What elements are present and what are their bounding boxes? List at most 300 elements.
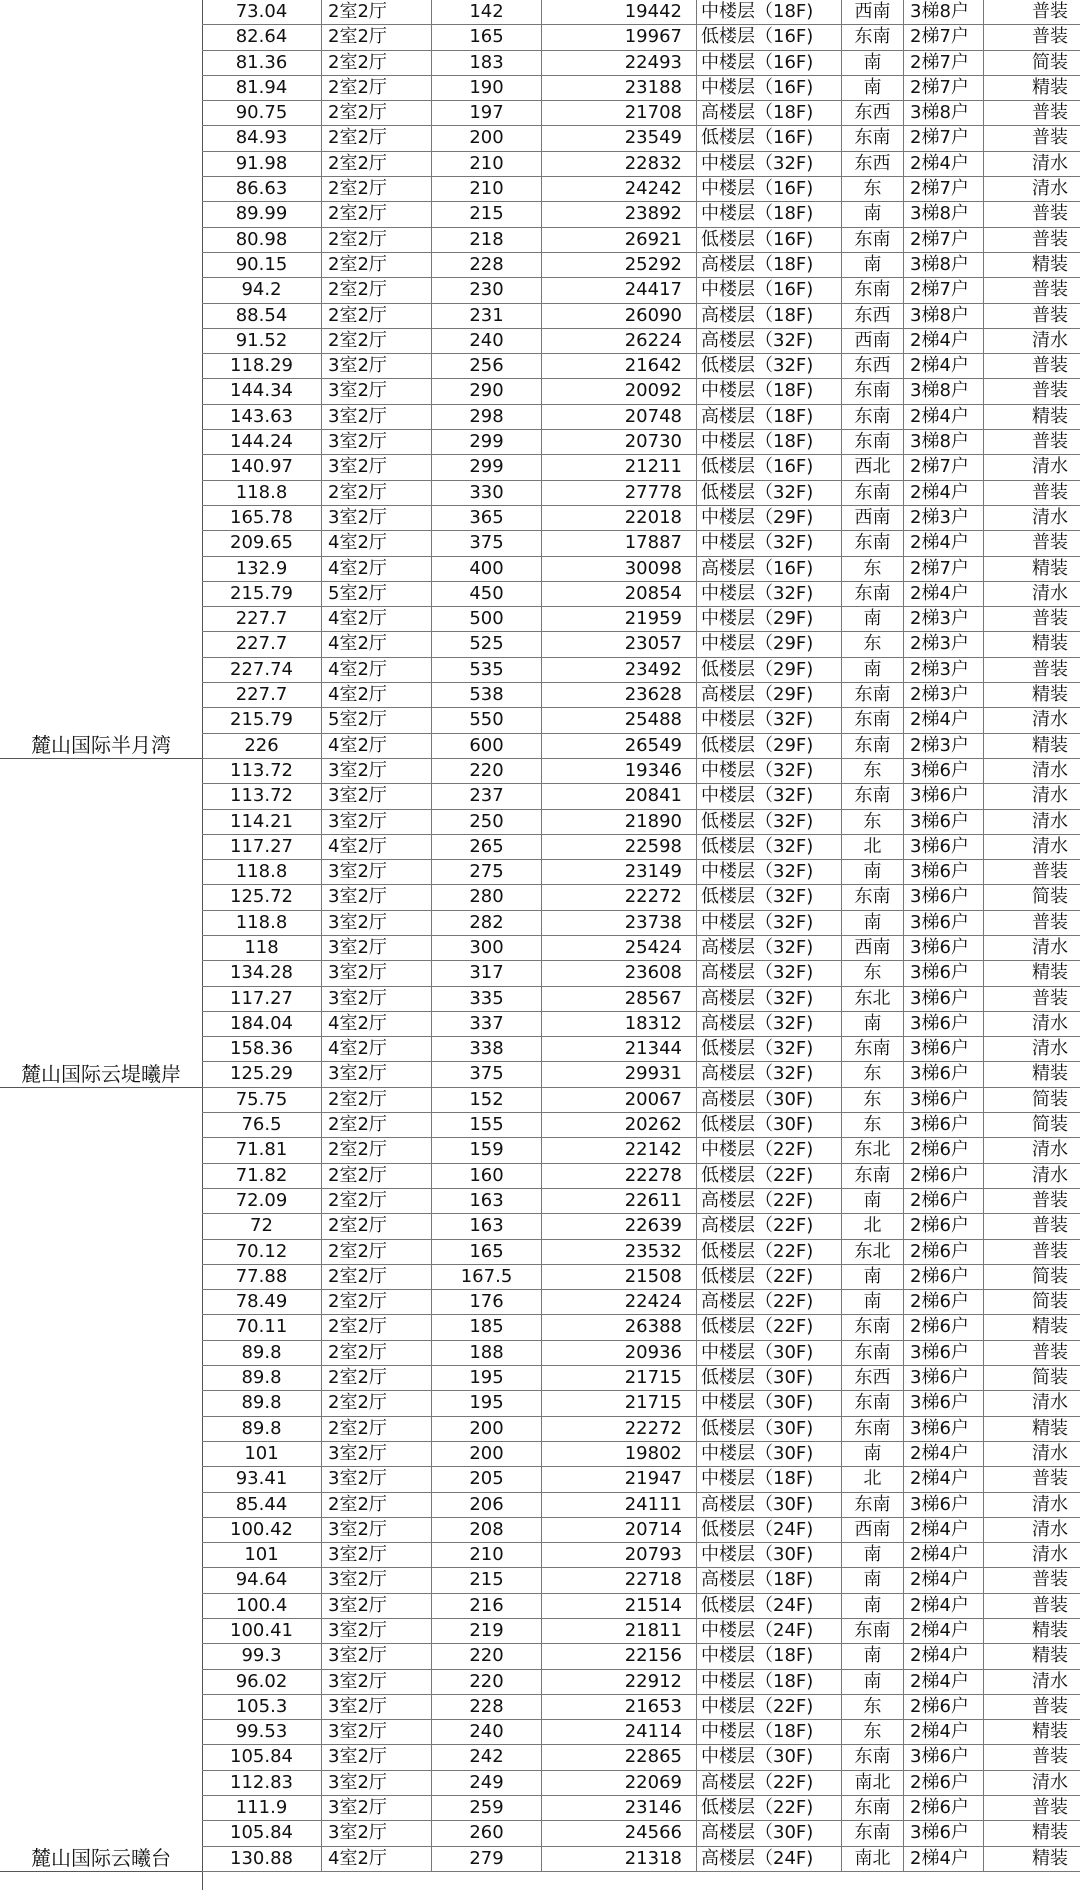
floor-cell: 中楼层（30F) [697, 1341, 842, 1365]
elevator-ratio-cell: 3梯6户 [904, 835, 984, 859]
layout-cell: 3室2厅 [322, 911, 432, 935]
total-price-cell: 188 [432, 1341, 542, 1365]
layout-cell: 2室2厅 [322, 1113, 432, 1137]
elevator-ratio-cell: 2梯7户 [904, 25, 984, 49]
table-row [202, 0, 1080, 25]
floor-cell: 中楼层（30F) [697, 1442, 842, 1466]
table-row [202, 1771, 1080, 1796]
decoration-cell: 精装 [1032, 1645, 1068, 1667]
floor-cell: 低楼层（32F) [697, 481, 842, 505]
elevator-ratio-cell: 3梯6户 [904, 1113, 984, 1137]
layout-cell: 2室2厅 [322, 1214, 432, 1238]
elevator-ratio-cell: 2梯4户 [904, 1644, 984, 1668]
elevator-ratio-cell: 2梯7户 [904, 177, 984, 201]
unit-price-cell: 28567 [542, 987, 697, 1011]
elevator-ratio-cell: 3梯6户 [904, 885, 984, 909]
table-row [202, 1391, 1080, 1416]
area-cell: 118.8 [202, 911, 322, 935]
total-price-cell: 249 [432, 1771, 542, 1795]
orientation-cell: 东南 [842, 405, 904, 429]
elevator-ratio-cell: 3梯6户 [904, 1745, 984, 1769]
elevator-ratio-cell: 3梯6户 [904, 759, 984, 783]
total-price-cell: 400 [432, 557, 542, 581]
layout-cell: 3室2厅 [322, 961, 432, 985]
table-row [202, 1695, 1080, 1720]
orientation-cell: 东 [842, 1113, 904, 1137]
table-row [202, 304, 1080, 329]
decoration-cell: 清水 [1032, 785, 1068, 807]
decoration-cell: 清水 [1032, 1771, 1068, 1793]
decoration-cell: 普装 [1032, 1240, 1068, 1262]
unit-price-cell: 19442 [542, 0, 697, 24]
table-row [202, 455, 1080, 480]
floor-cell: 高楼层（30F) [697, 1088, 842, 1112]
table-row [202, 607, 1080, 632]
decoration-cell: 精装 [1032, 734, 1068, 756]
decoration-cell: 普装 [1032, 1594, 1068, 1616]
unit-price-cell: 23628 [542, 683, 697, 707]
floor-cell: 低楼层（24F) [697, 1518, 842, 1542]
total-price-cell: 299 [432, 455, 542, 479]
table-row [202, 405, 1080, 430]
floor-cell: 低楼层（29F) [697, 658, 842, 682]
elevator-ratio-cell: 2梯6户 [904, 1315, 984, 1339]
unit-price-cell: 23892 [542, 202, 697, 226]
unit-price-cell: 19346 [542, 759, 697, 783]
area-cell: 93.41 [202, 1467, 322, 1491]
orientation-cell: 东 [842, 961, 904, 985]
area-cell: 91.52 [202, 329, 322, 353]
elevator-ratio-cell: 2梯3户 [904, 683, 984, 707]
layout-cell: 2室2厅 [322, 25, 432, 49]
orientation-cell: 北 [842, 1214, 904, 1238]
total-price-cell: 163 [432, 1189, 542, 1213]
total-price-cell: 337 [432, 1012, 542, 1036]
elevator-ratio-cell: 3梯8户 [904, 379, 984, 403]
unit-price-cell: 21890 [542, 810, 697, 834]
decoration-cell: 精装 [1032, 633, 1068, 655]
table-row [202, 658, 1080, 683]
orientation-cell: 南 [842, 1290, 904, 1314]
orientation-cell: 南北 [842, 1771, 904, 1795]
unit-price-cell: 22865 [542, 1745, 697, 1769]
table-row [202, 784, 1080, 809]
floor-cell: 中楼层（29F) [697, 632, 842, 656]
total-price-cell: 260 [432, 1821, 542, 1845]
table-row [202, 1290, 1080, 1315]
area-cell: 71.81 [202, 1138, 322, 1162]
area-cell: 143.63 [202, 405, 322, 429]
decoration-cell: 普装 [1032, 987, 1068, 1009]
layout-cell: 3室2厅 [322, 1821, 432, 1845]
layout-cell: 3室2厅 [322, 1467, 432, 1491]
area-cell: 114.21 [202, 810, 322, 834]
layout-cell: 4室2厅 [322, 683, 432, 707]
elevator-ratio-cell: 3梯6户 [904, 1062, 984, 1086]
table-row [202, 1265, 1080, 1290]
unit-price-cell: 23532 [542, 1240, 697, 1264]
table-row [202, 1518, 1080, 1543]
area-cell: 140.97 [202, 455, 322, 479]
table-row [202, 1594, 1080, 1619]
area-cell: 215.79 [202, 582, 322, 606]
orientation-cell: 西南 [842, 506, 904, 530]
floor-cell: 中楼层（18F) [697, 1467, 842, 1491]
area-cell: 100.4 [202, 1594, 322, 1618]
elevator-ratio-cell: 2梯4户 [904, 354, 984, 378]
total-price-cell: 142 [432, 0, 542, 24]
table-row [202, 126, 1080, 151]
unit-price-cell: 20262 [542, 1113, 697, 1137]
unit-price-cell: 21318 [542, 1847, 697, 1871]
elevator-ratio-cell: 3梯8户 [904, 253, 984, 277]
area-cell: 85.44 [202, 1493, 322, 1517]
area-cell: 89.8 [202, 1366, 322, 1390]
area-cell: 132.9 [202, 557, 322, 581]
area-cell: 227.74 [202, 658, 322, 682]
floor-cell: 高楼层（32F) [697, 1062, 842, 1086]
orientation-cell: 南 [842, 1442, 904, 1466]
area-cell: 165.78 [202, 506, 322, 530]
area-cell: 100.41 [202, 1619, 322, 1643]
area-cell: 90.75 [202, 101, 322, 125]
table-row [202, 177, 1080, 202]
area-cell: 89.8 [202, 1391, 322, 1415]
orientation-cell: 东南 [842, 278, 904, 302]
floor-cell: 低楼层（32F) [697, 810, 842, 834]
elevator-ratio-cell: 2梯7户 [904, 278, 984, 302]
orientation-cell: 东西 [842, 304, 904, 328]
unit-price-cell: 26224 [542, 329, 697, 353]
table-row [202, 1214, 1080, 1239]
floor-cell: 高楼层（22F) [697, 1189, 842, 1213]
floor-cell: 高楼层（18F) [697, 253, 842, 277]
decoration-cell: 简装 [1032, 1088, 1068, 1110]
floor-cell: 低楼层（32F) [697, 835, 842, 859]
layout-cell: 2室2厅 [322, 0, 432, 24]
floor-cell: 高楼层（30F) [697, 1821, 842, 1845]
decoration-cell: 普装 [1032, 1341, 1068, 1363]
floor-cell: 低楼层（16F) [697, 126, 842, 150]
total-price-cell: 190 [432, 76, 542, 100]
decoration-cell: 普装 [1032, 355, 1068, 377]
decoration-cell: 普装 [1032, 228, 1068, 250]
layout-cell: 3室2厅 [322, 1720, 432, 1744]
total-price-cell: 210 [432, 177, 542, 201]
elevator-ratio-cell: 3梯6户 [904, 810, 984, 834]
floor-cell: 中楼层（32F) [697, 860, 842, 884]
layout-cell: 3室2厅 [322, 1543, 432, 1567]
total-price-cell: 215 [432, 202, 542, 226]
floor-cell: 中楼层（29F) [697, 607, 842, 631]
layout-cell: 3室2厅 [322, 1644, 432, 1668]
total-price-cell: 218 [432, 228, 542, 252]
table-row [202, 1037, 1080, 1062]
table-row [202, 1113, 1080, 1138]
layout-cell: 3室2厅 [322, 379, 432, 403]
layout-cell: 2室2厅 [322, 1189, 432, 1213]
table-row [202, 1568, 1080, 1593]
unit-price-cell: 22912 [542, 1670, 697, 1694]
orientation-cell: 东南 [842, 379, 904, 403]
community-name: 麓山国际半月湾 [31, 733, 171, 757]
orientation-cell: 东 [842, 632, 904, 656]
elevator-ratio-cell: 2梯4户 [904, 1543, 984, 1567]
total-price-cell: 216 [432, 1594, 542, 1618]
unit-price-cell: 20841 [542, 784, 697, 808]
area-cell: 94.64 [202, 1568, 322, 1592]
elevator-ratio-cell: 2梯3户 [904, 506, 984, 530]
total-price-cell: 228 [432, 253, 542, 277]
orientation-cell: 南 [842, 1189, 904, 1213]
decoration-cell: 清水 [1032, 152, 1068, 174]
table-row [202, 911, 1080, 936]
floor-cell: 中楼层（30F) [697, 1543, 842, 1567]
orientation-cell: 南北 [842, 1847, 904, 1871]
orientation-cell: 南 [842, 911, 904, 935]
decoration-cell: 普装 [1032, 26, 1068, 48]
layout-cell: 2室2厅 [322, 76, 432, 100]
table-row [202, 25, 1080, 50]
elevator-ratio-cell: 2梯7户 [904, 126, 984, 150]
unit-price-cell: 24111 [542, 1493, 697, 1517]
unit-price-cell: 26921 [542, 228, 697, 252]
table-row [202, 76, 1080, 101]
total-price-cell: 159 [432, 1138, 542, 1162]
table-row [202, 202, 1080, 227]
area-cell: 227.7 [202, 607, 322, 631]
layout-cell: 4室2厅 [322, 607, 432, 631]
decoration-cell: 简装 [1032, 51, 1068, 73]
floor-cell: 低楼层（16F) [697, 455, 842, 479]
floor-cell: 高楼层（32F) [697, 936, 842, 960]
total-price-cell: 228 [432, 1695, 542, 1719]
table-row [202, 1012, 1080, 1037]
orientation-cell: 西南 [842, 0, 904, 24]
area-cell: 94.2 [202, 278, 322, 302]
table-row [202, 329, 1080, 354]
area-cell: 113.72 [202, 759, 322, 783]
floor-cell: 中楼层（32F) [697, 708, 842, 732]
layout-cell: 2室2厅 [322, 1138, 432, 1162]
table-row [202, 708, 1080, 733]
decoration-cell: 普装 [1032, 1468, 1068, 1490]
elevator-ratio-cell: 2梯6户 [904, 1138, 984, 1162]
area-cell: 89.8 [202, 1417, 322, 1441]
total-price-cell: 167.5 [432, 1265, 542, 1289]
layout-cell: 2室2厅 [322, 126, 432, 150]
orientation-cell: 东 [842, 177, 904, 201]
unit-price-cell: 21642 [542, 354, 697, 378]
total-price-cell: 210 [432, 1543, 542, 1567]
layout-cell: 3室2厅 [322, 885, 432, 909]
orientation-cell: 南 [842, 658, 904, 682]
unit-price-cell: 25292 [542, 253, 697, 277]
table-row [202, 1720, 1080, 1745]
area-cell: 101 [202, 1543, 322, 1567]
layout-cell: 3室2厅 [322, 860, 432, 884]
unit-price-cell: 23549 [542, 126, 697, 150]
total-price-cell: 176 [432, 1290, 542, 1314]
decoration-cell: 普装 [1032, 1746, 1068, 1768]
layout-cell: 2室2厅 [322, 304, 432, 328]
decoration-cell: 精装 [1032, 557, 1068, 579]
layout-cell: 2室2厅 [322, 1391, 432, 1415]
layout-cell: 2室2厅 [322, 481, 432, 505]
unit-price-cell: 20936 [542, 1341, 697, 1365]
elevator-ratio-cell: 2梯7户 [904, 51, 984, 75]
area-cell: 90.15 [202, 253, 322, 277]
table-row [202, 683, 1080, 708]
area-cell: 118.8 [202, 860, 322, 884]
table-row [202, 759, 1080, 784]
floor-cell: 低楼层（22F) [697, 1240, 842, 1264]
table-row [202, 1543, 1080, 1568]
table-row [202, 1821, 1080, 1846]
table-row [202, 506, 1080, 531]
layout-cell: 3室2厅 [322, 1619, 432, 1643]
orientation-cell: 东南 [842, 683, 904, 707]
total-price-cell: 230 [432, 278, 542, 302]
total-price-cell: 538 [432, 683, 542, 707]
unit-price-cell: 20714 [542, 1518, 697, 1542]
decoration-cell: 清水 [1032, 1442, 1068, 1464]
decoration-cell: 普装 [1032, 1797, 1068, 1819]
community-group [0, 759, 202, 1088]
layout-cell: 2室2厅 [322, 1290, 432, 1314]
floor-cell: 低楼层（22F) [697, 1164, 842, 1188]
floor-cell: 低楼层（22F) [697, 1315, 842, 1339]
total-price-cell: 240 [432, 329, 542, 353]
layout-cell: 2室2厅 [322, 51, 432, 75]
total-price-cell: 195 [432, 1391, 542, 1415]
area-cell: 86.63 [202, 177, 322, 201]
table-row [202, 885, 1080, 910]
total-price-cell: 155 [432, 1113, 542, 1137]
total-price-cell: 250 [432, 810, 542, 834]
orientation-cell: 南 [842, 202, 904, 226]
decoration-cell: 清水 [1032, 582, 1068, 604]
decoration-cell: 清水 [1032, 709, 1068, 731]
layout-cell: 3室2厅 [322, 354, 432, 378]
unit-price-cell: 26090 [542, 304, 697, 328]
orientation-cell: 北 [842, 1467, 904, 1491]
unit-price-cell: 22142 [542, 1138, 697, 1162]
orientation-cell: 东南 [842, 708, 904, 732]
orientation-cell: 东南 [842, 734, 904, 758]
area-cell: 72.09 [202, 1189, 322, 1213]
decoration-cell: 普装 [1032, 203, 1068, 225]
table-row [202, 354, 1080, 379]
floor-cell: 高楼层（18F) [697, 304, 842, 328]
floor-cell: 高楼层（30F) [697, 1493, 842, 1517]
area-cell: 184.04 [202, 1012, 322, 1036]
elevator-ratio-cell: 2梯4户 [904, 1847, 984, 1871]
total-price-cell: 275 [432, 860, 542, 884]
layout-cell: 2室2厅 [322, 1417, 432, 1441]
area-cell: 125.29 [202, 1062, 322, 1086]
layout-cell: 3室2厅 [322, 455, 432, 479]
total-price-cell: 242 [432, 1745, 542, 1769]
unit-price-cell: 23492 [542, 658, 697, 682]
decoration-cell: 精装 [1032, 1316, 1068, 1338]
total-price-cell: 375 [432, 531, 542, 555]
table-row [202, 961, 1080, 986]
table-row [202, 1062, 1080, 1087]
total-price-cell: 195 [432, 1366, 542, 1390]
area-cell: 227.7 [202, 683, 322, 707]
layout-cell: 3室2厅 [322, 936, 432, 960]
orientation-cell: 南 [842, 860, 904, 884]
unit-price-cell: 21947 [542, 1467, 697, 1491]
orientation-cell: 东南 [842, 582, 904, 606]
decoration-cell: 清水 [1032, 1012, 1068, 1034]
layout-cell: 2室2厅 [322, 1265, 432, 1289]
orientation-cell: 东南 [842, 1619, 904, 1643]
unit-price-cell: 20067 [542, 1088, 697, 1112]
total-price-cell: 206 [432, 1493, 542, 1517]
unit-price-cell: 21508 [542, 1265, 697, 1289]
area-cell: 100.42 [202, 1518, 322, 1542]
table-row [202, 835, 1080, 860]
unit-price-cell: 30098 [542, 557, 697, 581]
decoration-cell: 简装 [1032, 1265, 1068, 1287]
floor-cell: 中楼层（16F) [697, 51, 842, 75]
elevator-ratio-cell: 2梯4户 [904, 481, 984, 505]
decoration-cell: 清水 [1032, 810, 1068, 832]
total-price-cell: 317 [432, 961, 542, 985]
unit-price-cell: 22156 [542, 1644, 697, 1668]
layout-cell: 3室2厅 [322, 430, 432, 454]
elevator-ratio-cell: 2梯3户 [904, 607, 984, 631]
orientation-cell: 北 [842, 835, 904, 859]
layout-cell: 4室2厅 [322, 734, 432, 758]
table-row [202, 101, 1080, 126]
orientation-cell: 东南 [842, 1341, 904, 1365]
table-row [202, 1164, 1080, 1189]
floor-cell: 高楼层（32F) [697, 961, 842, 985]
layout-cell: 2室2厅 [322, 152, 432, 176]
unit-price-cell: 21653 [542, 1695, 697, 1719]
listing-table [202, 0, 1080, 1872]
unit-price-cell: 24242 [542, 177, 697, 201]
area-cell: 91.98 [202, 152, 322, 176]
community-group [0, 0, 202, 759]
orientation-cell: 南 [842, 1644, 904, 1668]
table-row [202, 1493, 1080, 1518]
decoration-cell: 普装 [1032, 304, 1068, 326]
elevator-ratio-cell: 3梯8户 [904, 430, 984, 454]
area-cell: 113.72 [202, 784, 322, 808]
decoration-cell: 简装 [1032, 886, 1068, 908]
floor-cell: 中楼层（32F) [697, 531, 842, 555]
orientation-cell: 南 [842, 607, 904, 631]
elevator-ratio-cell: 2梯4户 [904, 1670, 984, 1694]
area-cell: 73.04 [202, 0, 322, 24]
floor-cell: 中楼层（18F) [697, 1720, 842, 1744]
elevator-ratio-cell: 3梯6户 [904, 911, 984, 935]
layout-cell: 3室2厅 [322, 1695, 432, 1719]
elevator-ratio-cell: 2梯7户 [904, 76, 984, 100]
floor-cell: 中楼层（16F) [697, 177, 842, 201]
elevator-ratio-cell: 3梯6户 [904, 1493, 984, 1517]
elevator-ratio-cell: 3梯8户 [904, 101, 984, 125]
orientation-cell: 东南 [842, 481, 904, 505]
orientation-cell: 东南 [842, 25, 904, 49]
orientation-cell: 东南 [842, 1315, 904, 1339]
orientation-cell: 南 [842, 1543, 904, 1567]
unit-price-cell: 22278 [542, 1164, 697, 1188]
